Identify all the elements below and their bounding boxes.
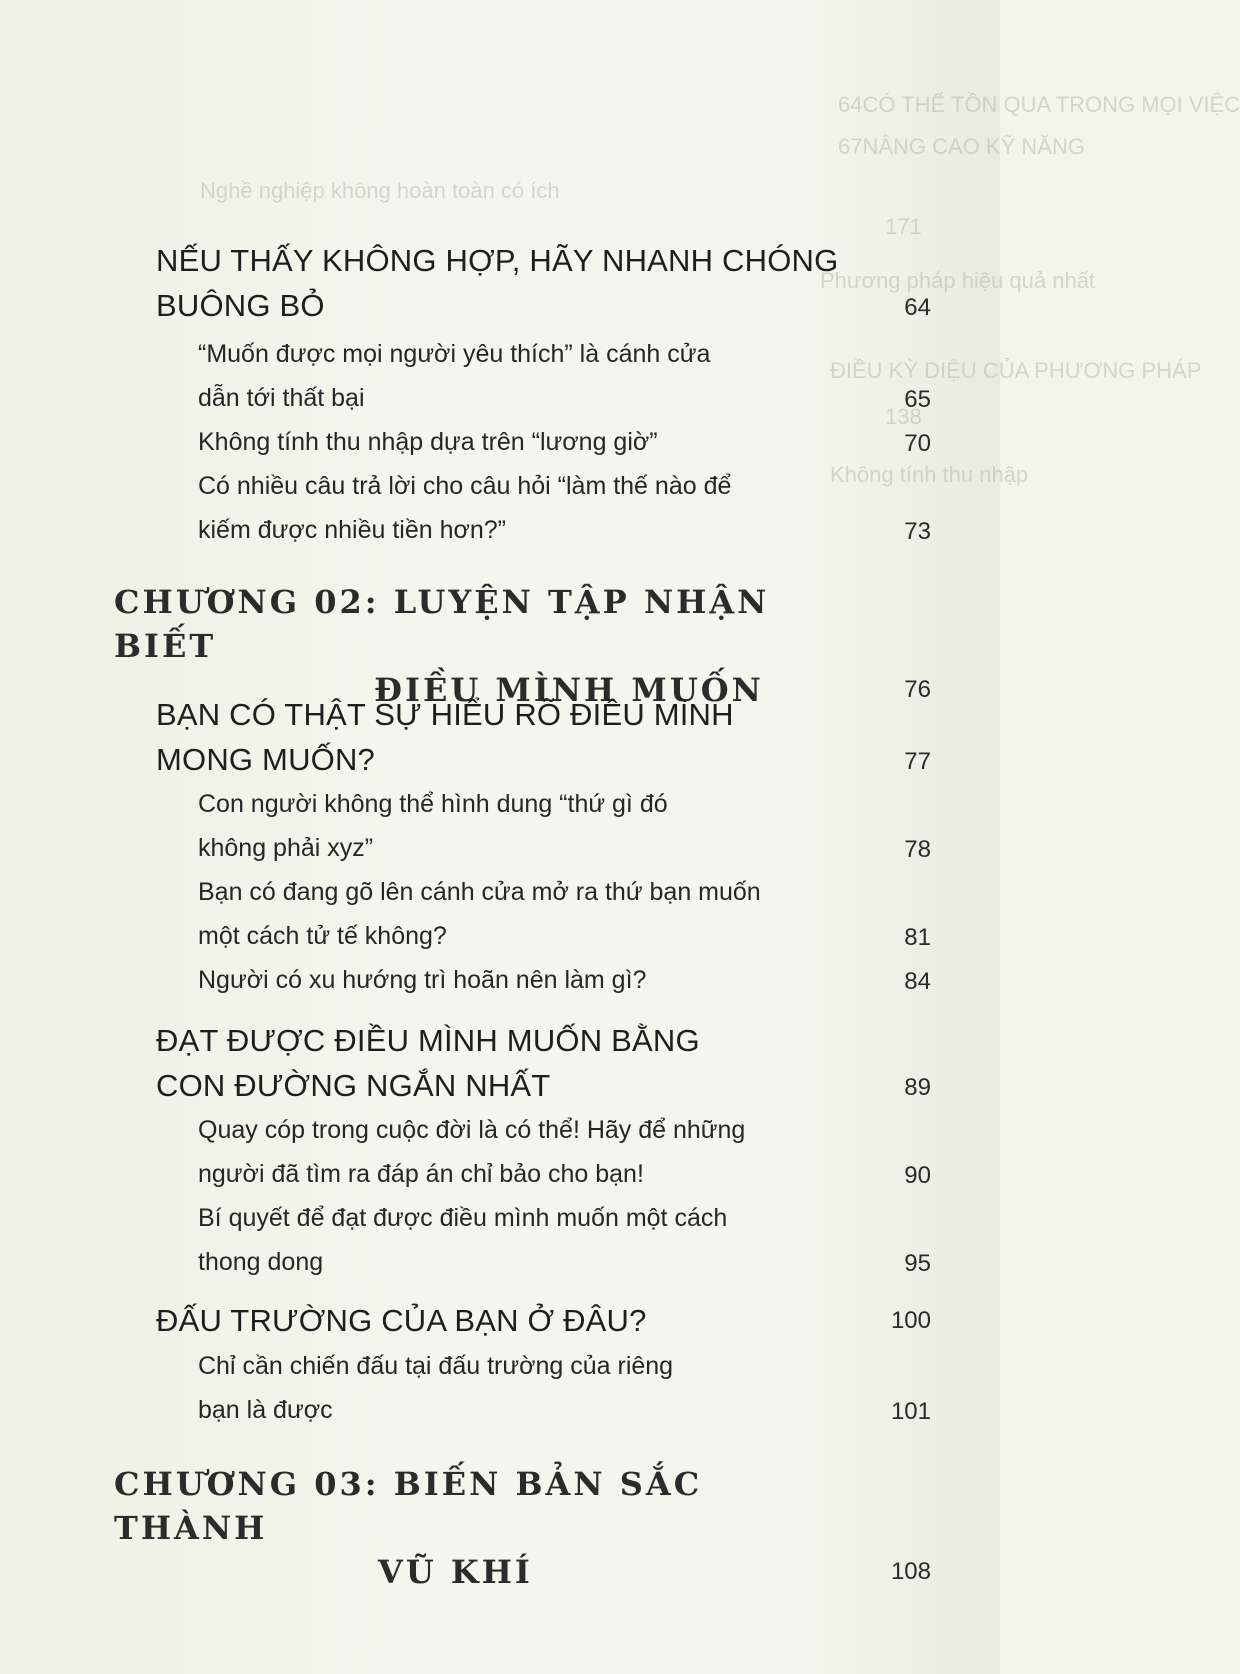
page-number: 76	[904, 676, 931, 703]
toc-entry-title: NẾU THẤY KHÔNG HỢP, HÃY NHANH CHÓNG	[156, 243, 839, 278]
toc-subsection	[198, 420, 931, 464]
toc-entry-title: Bí quyết để đạt được điều mình muốn một cách	[198, 1204, 728, 1232]
page-number: 84	[904, 968, 931, 995]
toc-entry-title: “Muốn được mọi người yêu thích” là cánh cửa	[198, 340, 711, 368]
bleed-through-text: 64CÓ THỂ TỒN QUA TRONG MỌI VIỆC	[838, 92, 1240, 117]
toc-subsection	[198, 782, 931, 870]
toc-entry-title: một cách tử tế không?	[198, 922, 447, 950]
toc-subsection	[198, 870, 931, 958]
toc-section	[156, 692, 931, 782]
bleed-through-text: 171	[885, 214, 922, 239]
toc-entry-title: Con người không thể hình dung “thứ gì đó	[198, 790, 668, 818]
page-number: 65	[904, 386, 931, 413]
toc-entry-title: Chỉ cần chiến đấu tại đấu trường của riêng	[198, 1352, 674, 1380]
bleed-through-text: 138	[885, 404, 922, 429]
page-number: 101	[890, 1398, 931, 1425]
toc-section	[156, 1018, 931, 1108]
toc-subsection	[198, 464, 931, 552]
toc-entry-title: không phải xyz”	[198, 834, 374, 862]
toc-subsection	[198, 1196, 931, 1284]
page-number: 77	[904, 748, 931, 775]
toc-entry-title: kiếm được nhiều tiền hơn?”	[198, 516, 507, 544]
toc-section	[156, 238, 931, 328]
toc-subsection	[198, 958, 931, 1002]
toc-entry-title: BẠN CÓ THẬT SỰ HIỂU RÕ ĐIỀU MÌNH	[156, 697, 734, 732]
page-number: 73	[904, 518, 931, 545]
page-number: 70	[904, 430, 931, 457]
page-number: 90	[904, 1162, 931, 1189]
page-number: 89	[904, 1074, 931, 1101]
toc-subsection	[198, 332, 931, 420]
toc-entry-title: MONG MUỐN?	[156, 742, 375, 777]
chapter-title: CHƯƠNG 02: LUYỆN TẬP NHẬN BIẾT	[114, 583, 770, 665]
bleed-through-text: Không tính thu nhập	[830, 462, 1029, 487]
toc-entry-title: ĐẤU TRƯỜNG CỦA BẠN Ở ĐÂU?	[156, 1303, 647, 1338]
bleed-through-text: 67NÂNG CAO KỸ NĂNG	[838, 134, 1085, 159]
bleed-through-text: Phương pháp hiệu quả nhất	[820, 268, 1096, 293]
page-number: 78	[904, 836, 931, 863]
bleed-through-text: ĐIỀU KỲ DIỆU CỦA PHƯƠNG PHÁP	[830, 358, 1202, 383]
toc-entry-title: thong dong	[198, 1248, 324, 1276]
toc-chapter	[114, 1462, 931, 1594]
toc-entry-title: người đã tìm ra đáp án chỉ bảo cho bạn!	[198, 1160, 644, 1188]
toc-entry-title: CON ĐƯỜNG NGẮN NHẤT	[156, 1068, 551, 1103]
toc-entry-title: Người có xu hướng trì hoãn nên làm gì?	[198, 966, 647, 994]
page-number: 64	[904, 294, 931, 321]
page-number: 81	[904, 924, 931, 951]
page-number: 95	[904, 1250, 931, 1277]
page-number: 100	[890, 1307, 931, 1334]
toc-entry-title: ĐẠT ĐƯỢC ĐIỀU MÌNH MUỐN BẰNG	[156, 1023, 700, 1058]
toc-entry-title: bạn là được	[198, 1396, 333, 1424]
toc-entry-title: dẫn tới thất bại	[198, 384, 365, 412]
toc-entry-title: Không tính thu nhập dựa trên “lương giờ”	[198, 428, 658, 456]
toc-section	[156, 1298, 931, 1343]
chapter-title: ĐIỀU MÌNH MUỐN	[374, 671, 764, 709]
page-number: 108	[890, 1558, 931, 1585]
toc-entry-title: Có nhiều câu trả lời cho câu hỏi “làm thế nào để	[198, 472, 732, 500]
chapter-title: VŨ KHÍ	[378, 1553, 533, 1591]
bleed-through-text: Nghề nghiệp không hoàn toàn có ích	[200, 178, 560, 203]
toc-subsection	[198, 1344, 931, 1432]
toc-entry-title: Bạn có đang gõ lên cánh cửa mở ra thứ bạn muốn	[198, 878, 761, 906]
toc-subsection	[198, 1108, 931, 1196]
toc-entry-title: Quay cóp trong cuộc đời là có thể! Hãy để những	[198, 1116, 746, 1144]
toc-entry-title: BUÔNG BỎ	[156, 288, 325, 323]
chapter-title: CHƯƠNG 03: BIẾN BẢN SẮC THÀNH	[114, 1465, 703, 1547]
